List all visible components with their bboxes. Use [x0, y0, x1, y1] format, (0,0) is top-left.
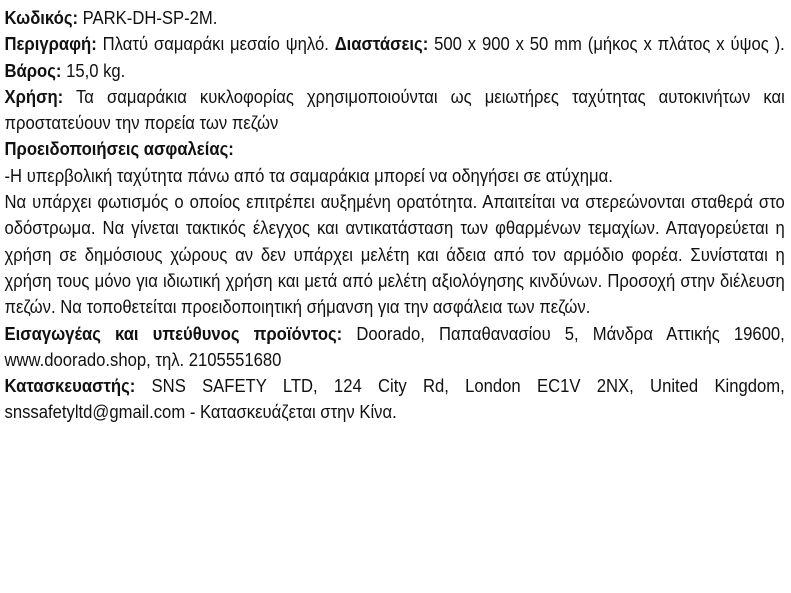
code-line [5, 5, 785, 31]
manufacturer-paragraph [5, 373, 785, 426]
code-label: Κωδικός: [4, 7, 79, 28]
code-value: PARK-DH-SP-2M. [78, 7, 218, 28]
usage-paragraph [5, 84, 785, 137]
weight-label: Βάρος: [4, 59, 62, 81]
dimensions-label: Διαστάσεις: [334, 33, 429, 55]
importer-value: Doorado, Παπαθανασίου 5, Μάνδρα Αττικής 19600, www.doorado.shop, τηλ. 2105551680 [4, 322, 785, 370]
safety-paragraph-2: Να υπάρχει φωτισμός ο οποίος επιτρέπει αυξημένη ορατότητα. Απαιτείται να στερεώνονται σταθερά στο οδόστρωμα. Να γίνεται τακτικός έλεγχος και αντικατάσταση των φθαρμένων τεμαχίων. Απαγορεύεται η χρήση σε δημόσιους χώρους αν δεν υπάρχει μελέτη και άδεια από τον αρμόδιο φορέα. Συνίσταται η χρήση τους μόνο για ιδιωτική χρήση και μετά από μελέτη αξιολόγησης κινδύνων. Προσοχή στην διέλευση πεζών. Να τοποθετείται προειδοποιητική σήμανση για την ασφάλεια των πεζών. [4, 191, 785, 318]
importer-paragraph [5, 321, 785, 374]
weight-value: 15,0 kg. [61, 59, 126, 81]
description-label: Περιγραφή: [4, 33, 97, 55]
safety-paragraph-1: -Η υπερβολική ταχύτητα πάνω από τα σαμαράκια μπορεί να οδηγήσει σε ατύχημα. [4, 164, 613, 186]
manufacturer-label: Κατασκευαστής: [4, 375, 136, 397]
description-paragraph [5, 31, 785, 84]
safety-heading-line [5, 136, 785, 162]
manufacturer-value: SNS SAFETY LTD, 124 City Rd, London EC1V 2NX, United Kingdom, snssafetyltd@gmail.com - Κατασκευάζεται στην Κίνα. [4, 375, 785, 423]
safety-heading: Προειδοποιήσεις ασφαλείας: [4, 138, 234, 160]
usage-label: Χρήση: [4, 85, 64, 107]
importer-label: Εισαγωγέας και υπεύθυνος προϊόντος: [4, 322, 343, 344]
description-value: Πλατύ σαμαράκι μεσαίο ψηλό. [96, 33, 335, 55]
usage-value: Τα σαμαράκια κυκλοφορίας χρησιμοποιούνται ως μειωτήρες ταχύτητας αυτοκινήτων και προστατεύουν την πορεία των πεζών [4, 85, 785, 134]
dimensions-value: 500 x 900 x 50 mm (μήκος x πλάτος x ύψος ). [428, 33, 785, 55]
